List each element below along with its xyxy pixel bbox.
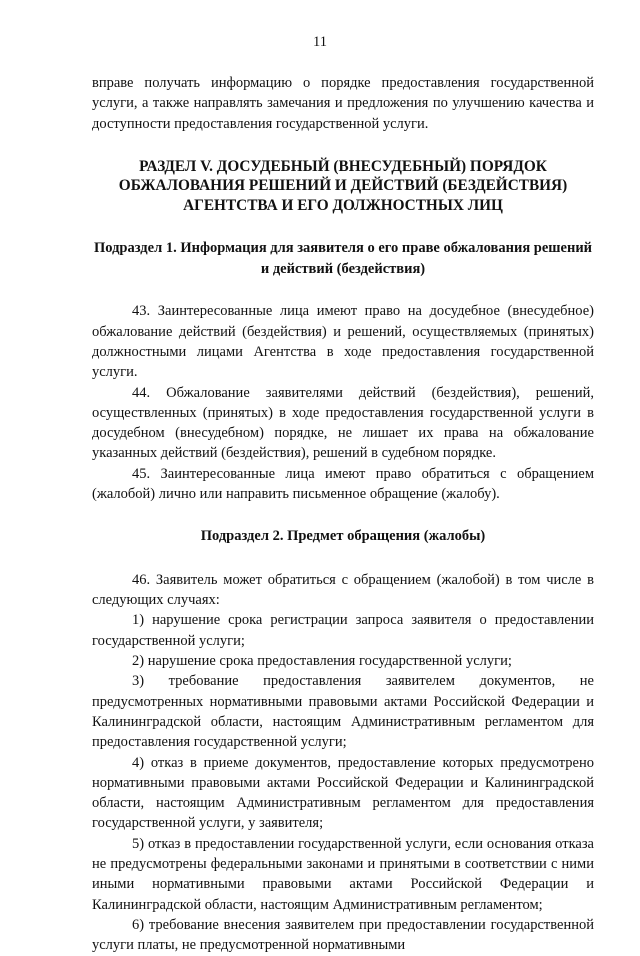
paragraph-45: 45. Заинтересованные лица имеют право обратиться с обращением (жалобой) лично или направить письменное обращение (жалобу).: [92, 465, 594, 503]
list-item-1: 1) нарушение срока регистрации запроса заявителя о предоставлении государственной услуги;: [92, 612, 594, 649]
list-item-3: 3) требование предоставления заявителем документов, не предусмотренных нормативными правовыми актами Российской Федерации и Калининградской области, настоящим Административным регламентом для предоставления государственной услуги;: [92, 673, 594, 751]
list-item-2: 2) нарушение срока предоставления государственной услуги;: [132, 653, 512, 670]
subsection-2-title: Подраздел 2. Предмет обращения (жалобы): [200, 528, 486, 545]
page-number: 11: [313, 34, 327, 50]
intro-paragraph: вправе получать информацию о порядке предоставления государственной услуги, а также направлять замечания и предложения по улучшению качества и доступности предоставления государственной услуги.: [92, 75, 594, 132]
paragraph-43: 43. Заинтересованные лица имеют право на досудебное (внесудебное) обжалование действий (бездействия) и решений, осуществляемых (принятых) должностными лицами Агентства в ходе предоставления государственной услуги.: [92, 303, 594, 381]
list-item-6: 6) требование внесения заявителем при предоставлении государственной услуги платы, не предусмотренной нормативными: [92, 916, 594, 954]
list-item-4: 4) отказ в приеме документов, предоставление которых предусмотрено нормативными правовыми актами Российской Федерации и Калининградской области, настоящим Административным регламентом для предоставления государственной услуги, у заявителя;: [92, 754, 594, 832]
list-item-5: 5) отказ в предоставлении государственной услуги, если основания отказа не предусмотрены федеральными законами и принятыми в соответствии с ними иными нормативными правовыми актами Российской Федерации и Калининградской области, настоящим Административным регламентом;: [92, 835, 594, 913]
section-title: РАЗДЕЛ V. ДОСУДЕБНЫЙ (ВНЕСУДЕБНЫЙ) ПОРЯДОК ОБЖАЛОВАНИЯ РЕШЕНИЙ И ДЕЙСТВИЙ (БЕЗДЕЙСТВИЯ) АГЕНТСТВА И ЕГО ДОЛЖНОСТНЫХ ЛИЦ: [118, 157, 568, 214]
subsection-1-title: Подраздел 1. Информация для заявителя о его праве обжалования решений и действий (бездействия): [93, 240, 593, 277]
paragraph-46: 46. Заявитель может обратиться с обращением (жалобой) в том числе в следующих случаях:: [92, 571, 594, 609]
paragraph-44: 44. Обжалование заявителями действий (бездействия), решений, осуществленных (принятых) в ходе предоставления государственной услуги в досудебном (внесудебном) порядке, не лишает их права на обжалование указанных действий (бездействия), решений в судебном порядке.: [92, 384, 594, 462]
